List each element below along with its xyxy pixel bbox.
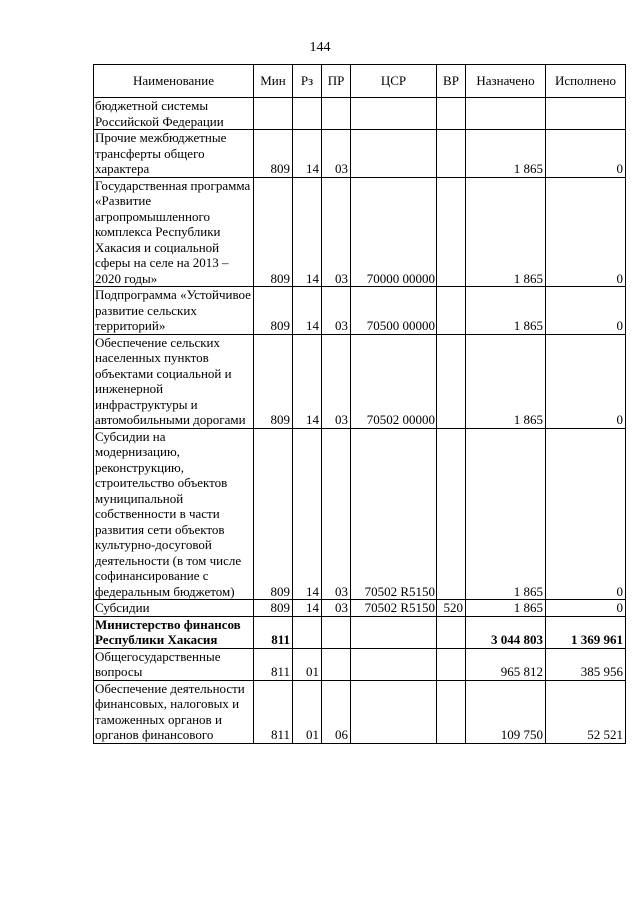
cell-name: Государственная программа «Развитие агропромышленного комплекса Республики Хакасия и социальной сферы на селе на 2013 – 2020 годы» xyxy=(94,177,254,287)
cell-rz: 14 xyxy=(293,130,322,178)
cell-executed: 1 369 961 xyxy=(546,616,626,648)
cell-rz xyxy=(293,616,322,648)
table-row xyxy=(94,130,626,178)
cell-assigned: 965 812 xyxy=(466,648,546,680)
header-csr: ЦСР xyxy=(351,65,437,98)
cell-name-text: Обеспечение деятельности финансовых, налоговых и таможенных органов и органов финансового xyxy=(95,680,245,742)
cell-vr xyxy=(437,177,466,287)
cell-rz: 01 xyxy=(293,680,322,743)
cell-min: 811 xyxy=(254,648,293,680)
header-name: Наименование xyxy=(94,65,254,98)
table-row xyxy=(94,616,626,648)
cell-csr xyxy=(351,130,437,178)
cell-name: Прочие межбюджетные трансферты общего характера xyxy=(94,130,254,178)
page-number: 144 xyxy=(309,40,331,55)
cell-name: бюджетной системы Российской Федерации xyxy=(94,98,254,130)
cell-assigned: 1 865 xyxy=(466,334,546,428)
cell-pr: 03 xyxy=(322,600,351,617)
table-row xyxy=(94,98,626,130)
cell-executed: 0 xyxy=(546,334,626,428)
cell-csr: 70500 00000 xyxy=(351,287,437,335)
cell-pr xyxy=(322,98,351,130)
cell-executed: 0 xyxy=(546,130,626,178)
header-rz: Рз xyxy=(293,65,322,98)
cell-pr: 03 xyxy=(322,428,351,600)
cell-assigned: 1 865 xyxy=(466,600,546,617)
cell-rz xyxy=(293,98,322,130)
cell-name: Обеспечение сельских населенных пунктов объектами социальной и инженерной инфраструктуры и автомобильными дорогами xyxy=(94,334,254,428)
table-row xyxy=(94,648,626,680)
cell-pr: 06 xyxy=(322,680,351,743)
cell-executed: 0 xyxy=(546,600,626,617)
cell-name: Общегосударственные вопросы xyxy=(94,648,254,680)
cell-rz: 14 xyxy=(293,428,322,600)
cell-vr xyxy=(437,428,466,600)
cell-vr: 520 xyxy=(437,600,466,617)
cell-min: 809 xyxy=(254,428,293,600)
cell-pr: 03 xyxy=(322,177,351,287)
cell-csr xyxy=(351,98,437,130)
table-row xyxy=(94,680,626,743)
cell-executed: 0 xyxy=(546,177,626,287)
table-row xyxy=(94,177,626,287)
cell-csr: 70502 R5150 xyxy=(351,428,437,600)
cell-min: 811 xyxy=(254,616,293,648)
cell-pr: 03 xyxy=(322,334,351,428)
table-header-row xyxy=(94,65,626,98)
cell-min: 809 xyxy=(254,177,293,287)
cell-pr xyxy=(322,648,351,680)
cell-name: Субсидии xyxy=(94,600,254,617)
cell-vr xyxy=(437,648,466,680)
table-row xyxy=(94,334,626,428)
cell-csr: 70502 R5150 xyxy=(351,600,437,617)
cell-vr xyxy=(437,680,466,743)
cell-csr xyxy=(351,648,437,680)
cell-vr xyxy=(437,334,466,428)
cell-assigned: 109 750 xyxy=(466,680,546,743)
cell-rz: 14 xyxy=(293,287,322,335)
cell-assigned: 1 865 xyxy=(466,130,546,178)
cell-vr xyxy=(437,130,466,178)
cell-pr: 03 xyxy=(322,287,351,335)
cell-vr xyxy=(437,98,466,130)
cell-assigned: 1 865 xyxy=(466,287,546,335)
cell-executed: 0 xyxy=(546,287,626,335)
cell-csr: 70000 00000 xyxy=(351,177,437,287)
table-row xyxy=(94,287,626,335)
header-pr: ПР xyxy=(322,65,351,98)
budget-table xyxy=(93,64,626,744)
cell-name xyxy=(94,680,254,743)
cell-name: Субсидии на модернизацию, реконструкцию, строительство объектов муниципальной собственности в части развития сети объектов культурно-досуговой деятельности (в том числе софинансирование с федеральным бюджетом) xyxy=(94,428,254,600)
cell-csr xyxy=(351,616,437,648)
cell-rz: 14 xyxy=(293,177,322,287)
cell-executed: 385 956 xyxy=(546,648,626,680)
cell-rz: 01 xyxy=(293,648,322,680)
cell-min: 811 xyxy=(254,680,293,743)
cell-name: Подпрограмма «Устойчивое развитие сельских территорий» xyxy=(94,287,254,335)
cell-vr xyxy=(437,616,466,648)
cell-pr: 03 xyxy=(322,130,351,178)
cell-min: 809 xyxy=(254,600,293,617)
cell-rz: 14 xyxy=(293,334,322,428)
cell-name: Министерство финансов Республики Хакасия xyxy=(94,616,254,648)
cell-assigned: 3 044 803 xyxy=(466,616,546,648)
cell-executed: 52 521 xyxy=(546,680,626,743)
cell-rz: 14 xyxy=(293,600,322,617)
header-executed: Исполнено xyxy=(546,65,626,98)
cell-min: 809 xyxy=(254,130,293,178)
cell-assigned xyxy=(466,98,546,130)
cell-executed: 0 xyxy=(546,428,626,600)
cell-assigned: 1 865 xyxy=(466,428,546,600)
header-vr: ВР xyxy=(437,65,466,98)
cell-csr xyxy=(351,680,437,743)
header-assigned: Назначено xyxy=(466,65,546,98)
cell-min: 809 xyxy=(254,334,293,428)
cell-min: 809 xyxy=(254,287,293,335)
table-row xyxy=(94,600,626,617)
cell-min xyxy=(254,98,293,130)
cell-executed xyxy=(546,98,626,130)
cell-vr xyxy=(437,287,466,335)
cell-assigned: 1 865 xyxy=(466,177,546,287)
cell-csr: 70502 00000 xyxy=(351,334,437,428)
table-row xyxy=(94,428,626,600)
header-min: Мин xyxy=(254,65,293,98)
cell-pr xyxy=(322,616,351,648)
